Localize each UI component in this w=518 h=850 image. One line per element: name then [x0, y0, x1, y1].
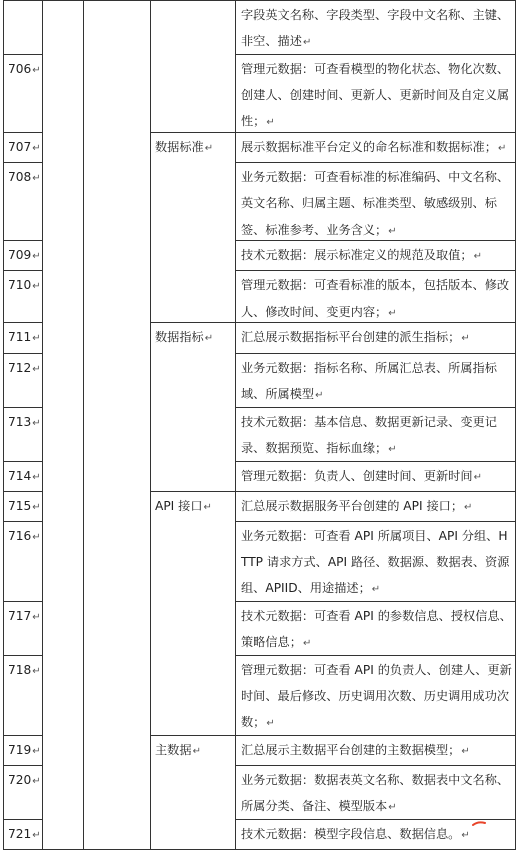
description-cell: 技术元数据：基本信息、数据更新记录、变更记录、数据预览、指标血缘；↵	[236, 407, 516, 461]
category-cell: 主数据↵	[151, 736, 236, 850]
row-number-cell: 712↵	[4, 353, 43, 407]
description-cell: 管理元数据：可查看模型的物化状态、物化次数、创建人、创建时间、更新人、更新时间及自定义属性；↵	[236, 55, 516, 133]
description-cell: 汇总展示数据服务平台创建的 API 接口；↵	[236, 491, 516, 521]
row-number-cell: 714↵	[4, 461, 43, 491]
row-number-cell: 715↵	[4, 491, 43, 521]
row-number-cell: 721↵	[4, 820, 43, 850]
description-cell: 汇总展示数据指标平台创建的派生指标；↵	[236, 323, 516, 353]
blank-cell	[84, 1, 151, 850]
description-cell: 业务元数据：可查看 API 所属项目、API 分组、HTTP 请求方式、API 路径、数据源、数据表、资源组、APIID、用途描述；↵	[236, 522, 516, 602]
row-number-cell: 710↵	[4, 271, 43, 323]
description-cell: 业务元数据：指标名称、所属汇总表、所属指标域、所属模型↵	[236, 353, 516, 407]
row-number-cell: 708↵	[4, 163, 43, 241]
description-cell: 管理元数据：可查看 API 的负责人、创建人、更新时间、最后修改、历史调用次数、历史调用成功次数；↵	[236, 656, 516, 736]
description-cell: 展示数据标准平台定义的命名标准和数据标准；↵	[236, 133, 516, 163]
description-cell: 管理元数据：可查看标准的版本，包括版本、修改人、修改时间、变更内容；↵	[236, 271, 516, 323]
blank-cell	[43, 1, 84, 850]
description-cell: 汇总展示主数据平台创建的主数据模型；↵	[236, 736, 516, 766]
description-cell: 业务元数据：数据表英文名称、数据表中文名称、所属分类、备注、模型版本↵	[236, 766, 516, 820]
row-number-cell: 706↵	[4, 55, 43, 133]
description-cell: 管理元数据：负责人、创建时间、更新时间↵	[236, 461, 516, 491]
description-cell: 技术元数据：模型字段信息、数据信息。↵	[236, 820, 516, 850]
description-cell: 技术元数据：展示标准定义的规范及取值；↵	[236, 241, 516, 271]
row-number-cell: 709↵	[4, 241, 43, 271]
annotation-scribble	[472, 821, 486, 826]
category-cell	[151, 1, 236, 133]
row-number-cell: 718↵	[4, 656, 43, 736]
description-cell: 字段英文名称、字段类型、字段中文名称、主键、非空、描述↵	[236, 1, 516, 55]
category-cell: API 接口↵	[151, 491, 236, 735]
requirements-table	[3, 0, 516, 850]
row-number-cell: 719↵	[4, 736, 43, 766]
category-cell: 数据指标↵	[151, 323, 236, 491]
row-number-cell	[4, 1, 43, 55]
row-number-cell: 716↵	[4, 522, 43, 602]
row-number-cell: 711↵	[4, 323, 43, 353]
row-number-cell: 717↵	[4, 602, 43, 656]
description-cell: 业务元数据：可查看标准的标准编码、中文名称、英文名称、归属主题、标准类型、敏感级别、标签、标准参考、业务含义；↵	[236, 163, 516, 241]
row-number-cell: 713↵	[4, 407, 43, 461]
table-row	[4, 1, 516, 55]
row-number-cell: 707↵	[4, 133, 43, 163]
description-cell: 技术元数据：可查看 API 的参数信息、授权信息、策略信息；↵	[236, 602, 516, 656]
row-number-cell: 720↵	[4, 766, 43, 820]
category-cell: 数据标准↵	[151, 133, 236, 323]
